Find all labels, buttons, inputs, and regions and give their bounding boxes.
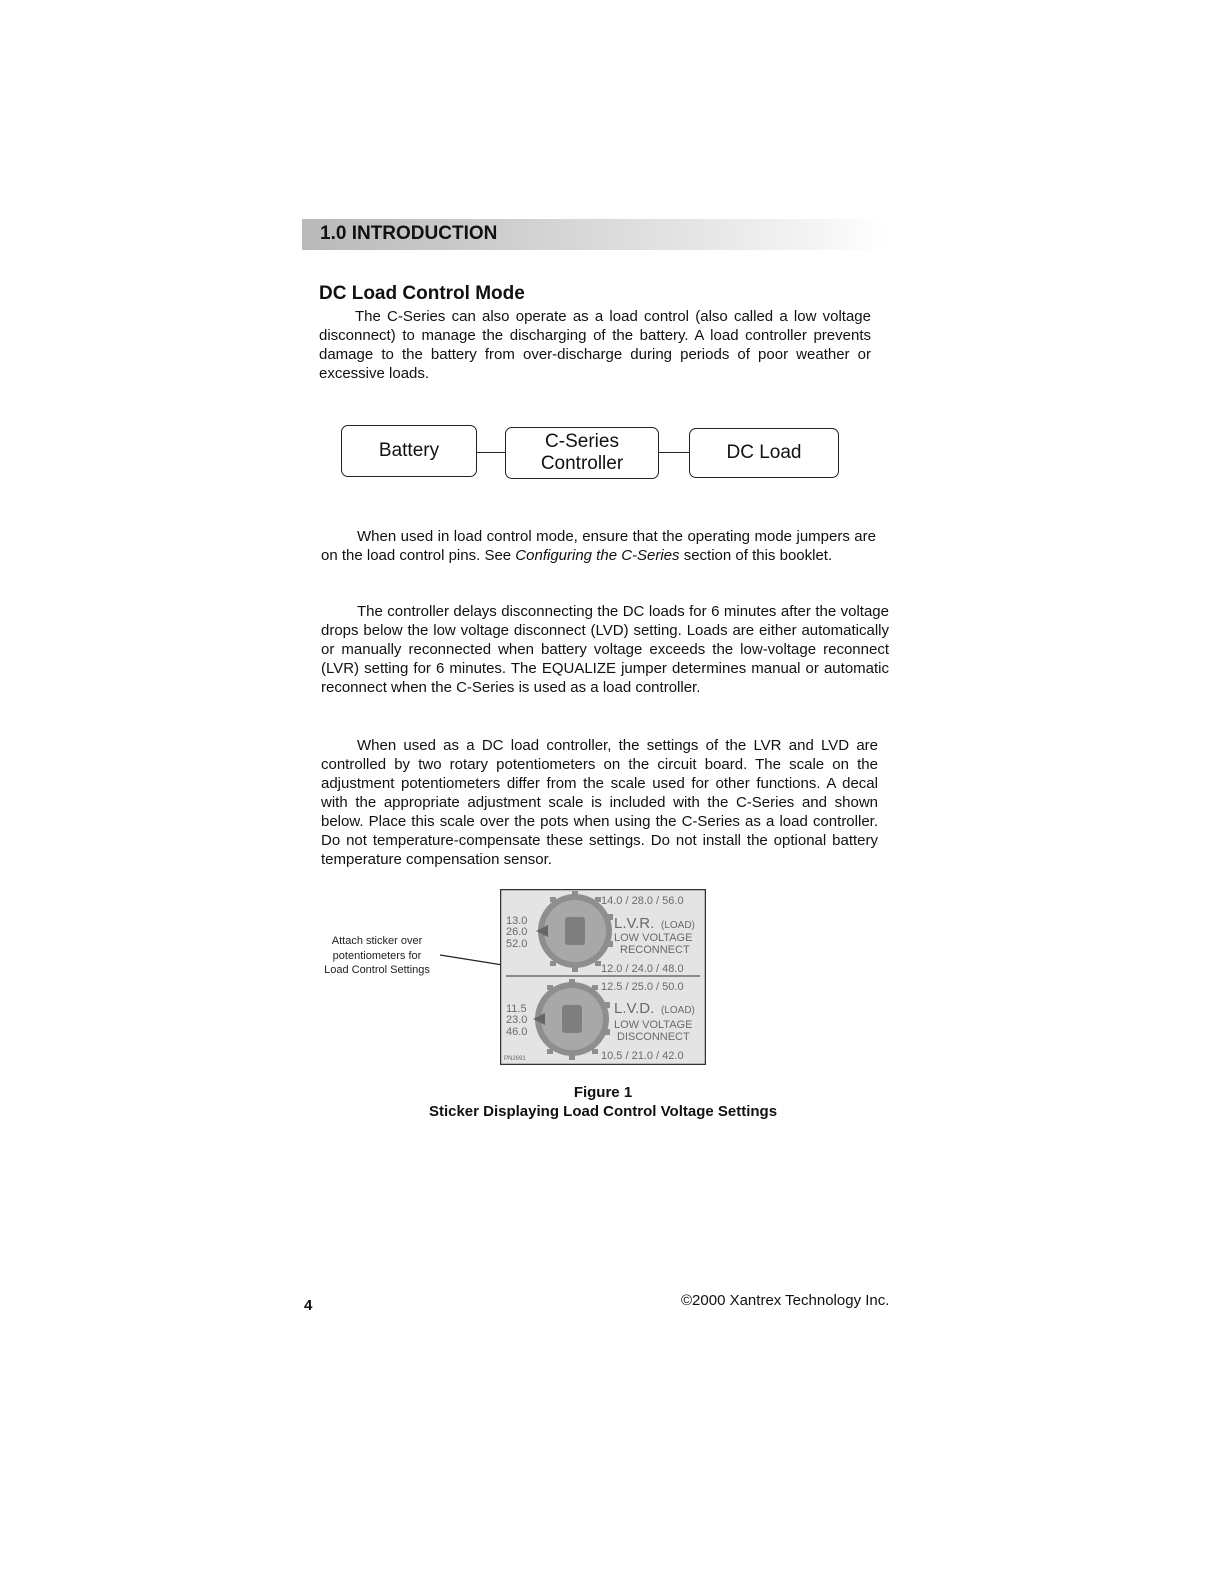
lvd-load-tag: (LOAD)	[661, 1005, 695, 1016]
battery-label: Battery	[378, 440, 440, 461]
figure-number: Figure 1	[573, 1084, 633, 1101]
copyright-notice: ©2000 Xantrex Technology Inc.	[681, 1292, 890, 1309]
lvr-bottom-scale: 12.0 / 24.0 / 48.0	[601, 963, 684, 975]
section-title: 1.0 INTRODUCTION	[320, 223, 498, 244]
lvd-top-scale: 12.5 / 25.0 / 50.0	[601, 981, 684, 993]
callout-line-1: Attach sticker over	[331, 935, 423, 947]
controller-label-line2: Controller	[540, 453, 624, 474]
lvd-left-scale-2: 23.0	[506, 1014, 528, 1026]
dc-load-label: DC Load	[726, 442, 802, 463]
lvr-description-2: RECONNECT	[620, 944, 690, 956]
sticker-part-number: PN2691	[504, 1056, 526, 1062]
jumper-paragraph-text-a: When used in load control mode, ensure that the operating mode jumpers are on the load control pins. See	[321, 528, 876, 564]
configuring-reference: Configuring the C-Series	[515, 547, 680, 564]
intro-paragraph-text: The C-Series can also operate as a load control (also called a low voltage disconnect) to manage the discharging of the battery. A load controller prevents damage to the battery from over-discharge during periods of poor weather or excessive loads.	[319, 308, 871, 382]
lvr-left-scale-3: 52.0	[506, 938, 528, 950]
jumper-paragraph-text-b: section of this booklet.	[679, 547, 833, 564]
subsection-heading: DC Load Control Mode	[319, 283, 525, 304]
figure-title: Sticker Displaying Load Control Voltage Settings	[428, 1103, 778, 1120]
page-number: 4	[304, 1297, 313, 1314]
controller-label-line1: C-Series	[545, 431, 619, 452]
lvr-top-scale: 14.0 / 28.0 / 56.0	[601, 895, 684, 907]
lvr-left-scale-1: 13.0	[506, 915, 528, 927]
lvd-left-scale-1: 11.5	[506, 1003, 527, 1015]
potentiometer-paragraph-text: When used as a DC load controller, the settings of the LVR and LVD are controlled by two rotary potentiometers on the circuit board. The scale on the adjustment potentiometers differ from the scale used for other functions. A decal with the appropriate adjustment scale is included with the C-Series and shown below. Place this scale over the pots when using the C-Series as a load controller. Do not temperature-compensate these settings. Do not install the optional battery temperature compensation sensor.	[321, 737, 878, 868]
lvd-description-2: DISCONNECT	[617, 1031, 690, 1043]
lvd-bottom-scale: 10.5 / 21.0 / 42.0	[601, 1050, 684, 1062]
lvd-title: L.V.D.	[614, 1000, 655, 1017]
lvr-description-1: LOW VOLTAGE	[614, 932, 693, 944]
callout-line-3: Load Control Settings	[324, 964, 430, 976]
load-control-sticker	[500, 889, 706, 1065]
lvd-description-1: LOW VOLTAGE	[614, 1019, 693, 1031]
lvr-title: L.V.R.	[614, 915, 655, 932]
lvr-left-scale-2: 26.0	[506, 926, 528, 938]
lvd-left-scale-3: 46.0	[506, 1026, 528, 1038]
delay-paragraph-text: The controller delays disconnecting the DC loads for 6 minutes after the voltage drops below the low voltage disconnect (LVD) setting. Loads are either automatically or manually reconnected when battery voltage exceeds the low-voltage reconnect (LVR) setting for 6 minutes. The EQUALIZE jumper determines manual or automatic reconnect when the C-Series is used as a load controller.	[321, 603, 889, 696]
lvr-load-tag: (LOAD)	[661, 920, 695, 931]
callout-line-2: potentiometers for	[332, 949, 422, 962]
